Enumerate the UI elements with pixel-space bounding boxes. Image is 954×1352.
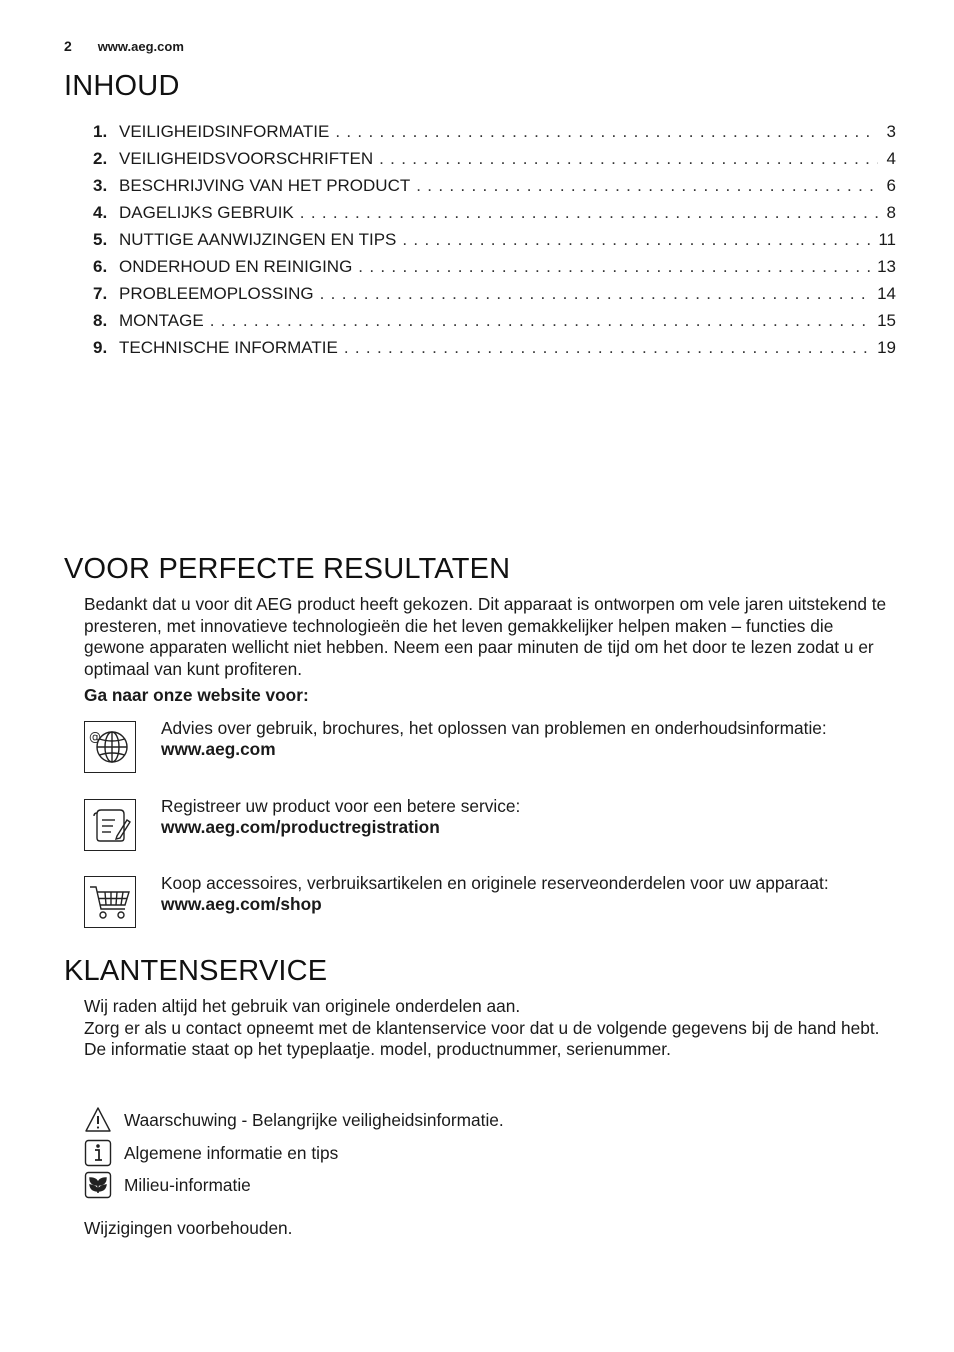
toc-leader (402, 230, 872, 250)
header-url[interactable]: www.aeg.com (97, 39, 184, 54)
toc-item[interactable] (93, 176, 896, 203)
website-item-registration (84, 796, 894, 856)
website-link[interactable]: www.aeg.com (161, 739, 276, 759)
toc-item-page: 13 (877, 257, 896, 276)
service-heading: KLANTENSERVICE (64, 955, 328, 987)
symbol-environment (84, 1171, 251, 1199)
toc-item-number: 8. (93, 311, 108, 330)
toc-item-title: ONDERHOUD EN REINIGING (119, 257, 353, 276)
toc-item[interactable] (93, 284, 896, 311)
toc-item-number: 7. (93, 284, 108, 303)
toc-item[interactable] (93, 338, 896, 365)
website-item-text: Koop accessoires, verbruiksartikelen en originele reserveonderdelen voor uw apparaat: (161, 873, 829, 893)
toc-item-title: PROBLEEMOPLOSSING (119, 284, 314, 303)
globe-at-icon (84, 721, 136, 773)
service-line: De informatie staat op het typeplaatje. model, productnummer, serienummer. (84, 1039, 671, 1059)
toc-item-number: 2. (93, 149, 108, 168)
toc-item-number: 6. (93, 257, 108, 276)
svg-text:@: @ (89, 730, 101, 744)
toc-leader (210, 311, 871, 331)
symbol-warning (84, 1106, 504, 1134)
intro-paragraph: Bedankt dat u voor dit AEG product heeft gekozen. Dit apparaat is ontworpen om vele jaren uitstekend te presteren, met innovatieve technologieën die het leven gemakkelijker helpen maken – functies die gewone apparaten wellicht niet hebben. Neem een paar minuten de tijd om het door te lezen zodat u er optimaal van kunt profiteren. (84, 594, 887, 679)
toc-item-page: 4 (886, 149, 896, 168)
website-link[interactable]: www.aeg.com/shop (161, 894, 322, 914)
toc-leader (379, 149, 878, 169)
toc-item-title: TECHNISCHE INFORMATIE (119, 338, 338, 357)
website-item-text: Registreer uw product voor een betere service: (161, 796, 521, 816)
toc-item-page: 19 (877, 338, 896, 357)
toc-item[interactable] (93, 311, 896, 338)
toc-item-title: VEILIGHEIDSVOORSCHRIFTEN (119, 149, 374, 168)
website-item-shop (84, 873, 894, 933)
toc-item-page: 8 (886, 203, 896, 222)
toc-item[interactable] (93, 230, 896, 257)
toc-item-title: VEILIGHEIDSINFORMATIE (119, 122, 330, 141)
toc-item-number: 1. (93, 122, 108, 141)
shopping-cart-icon (84, 876, 136, 928)
page-number: 2 (64, 38, 72, 54)
toc-leader (335, 122, 878, 142)
table-of-contents (93, 122, 896, 365)
toc-item-number: 9. (93, 338, 108, 357)
toc-item-title: MONTAGE (119, 311, 204, 330)
toc-item-title: NUTTIGE AANWIJZINGEN EN TIPS (119, 230, 397, 249)
website-item-support (84, 718, 894, 778)
page-header (64, 38, 184, 54)
symbol-label: Waarschuwing - Belangrijke veiligheidsinformatie. (124, 1109, 504, 1130)
toc-item[interactable] (93, 257, 896, 284)
website-item-text: Advies over gebruik, brochures, het oplossen van problemen en onderhoudsinformatie: (161, 718, 827, 738)
toc-item-number: 5. (93, 230, 108, 249)
website-link[interactable]: www.aeg.com/productregistration (161, 817, 440, 837)
symbol-label: Milieu-informatie (124, 1174, 251, 1195)
results-heading: VOOR PERFECTE RESULTATEN (64, 553, 511, 585)
toc-item[interactable] (93, 203, 896, 230)
toc-item-page: 11 (878, 230, 896, 249)
toc-leader (344, 338, 871, 358)
service-line: Zorg er als u contact opneemt met de klantenservice voor dat u de volgende gegevens bij de hand hebt. (84, 1017, 880, 1038)
toc-leader (358, 257, 871, 277)
symbol-label: Algemene informatie en tips (124, 1142, 339, 1163)
registration-form-icon (84, 799, 136, 851)
toc-item-page: 3 (886, 122, 896, 141)
toc-leader (320, 284, 871, 304)
info-icon (84, 1139, 112, 1167)
toc-item-title: DAGELIJKS GEBRUIK (119, 203, 294, 222)
toc-item-number: 3. (93, 176, 108, 195)
environment-icon (84, 1171, 112, 1199)
toc-heading: INHOUD (64, 70, 180, 102)
warning-icon (84, 1106, 112, 1134)
toc-item-page: 15 (877, 311, 896, 330)
toc-item-number: 4. (93, 203, 108, 222)
toc-item[interactable] (93, 149, 896, 176)
toc-item-title: BESCHRIJVING VAN HET PRODUCT (119, 176, 411, 195)
service-paragraph (84, 996, 894, 1061)
visit-label: Ga naar onze website voor: (84, 685, 309, 705)
changes-note: Wijzigingen voorbehouden. (84, 1218, 293, 1238)
toc-item-page: 6 (886, 176, 896, 195)
symbol-info (84, 1139, 338, 1167)
toc-item-page: 14 (877, 284, 896, 303)
toc-leader (416, 176, 878, 196)
service-line: Wij raden altijd het gebruik van originele onderdelen aan. (84, 996, 521, 1016)
toc-item[interactable] (93, 122, 896, 149)
toc-leader (300, 203, 878, 223)
